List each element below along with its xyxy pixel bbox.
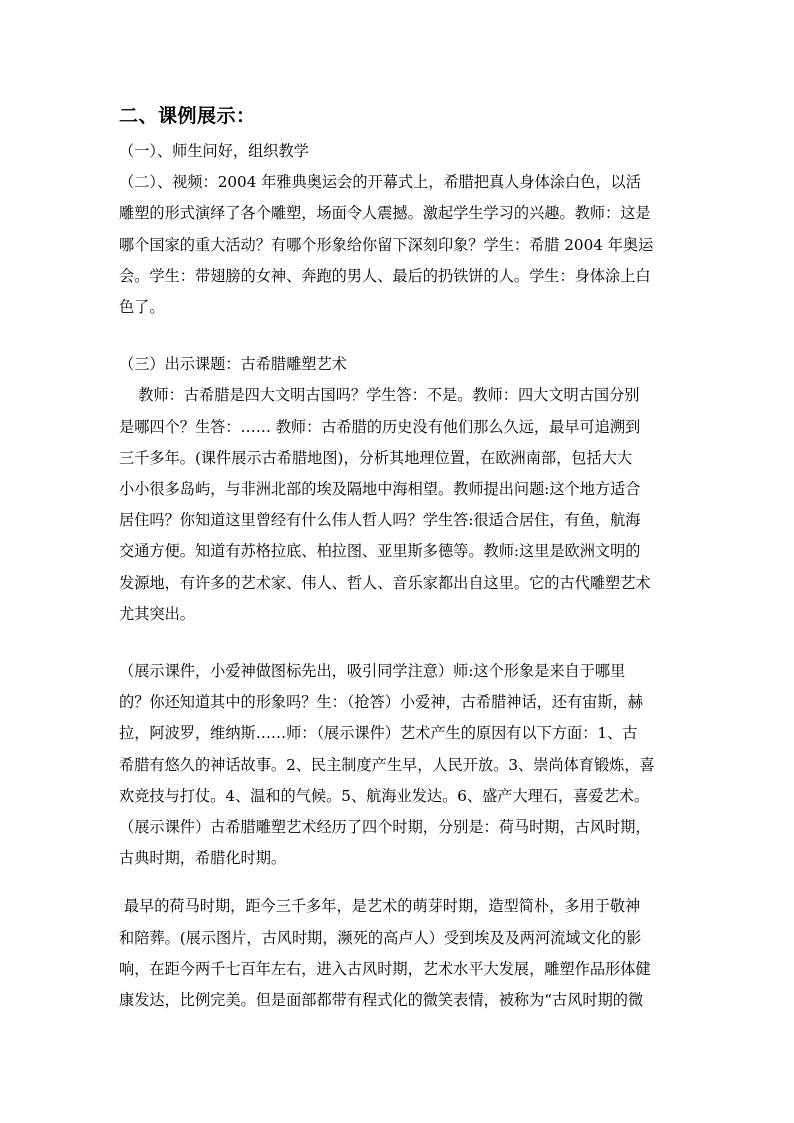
text-line: 居住吗？你知道这里曾经有什么伟人哲人吗？学生答:很适合居住，有鱼，航海 xyxy=(119,511,641,530)
text-line: 会。学生：带翅膀的女神、奔跑的男人、最后的扔铁饼的人。学生：身体涂上白 xyxy=(119,266,651,285)
paragraph-topic xyxy=(119,349,685,380)
paragraph-spacer xyxy=(119,630,685,656)
text-line: （展示课件）古希腊雕塑艺术经历了四个时期，分别是：荷马时期，古风时期， xyxy=(119,818,651,837)
text-line: 的？你还知道其中的形象吗？生：（抢答）小爱神，古希腊神话，还有宙斯，赫 xyxy=(119,693,643,712)
text-line: 是哪四个？生答：…… 教师：古希腊的历史没有他们那么久远，最早可追溯到 xyxy=(119,417,641,436)
text-line: 最早的荷马时期，距今三千多年，是艺术的萌芽时期，造型简朴，多用于敬神 xyxy=(119,897,641,916)
text-line: （三）出示课题：古希腊雕塑艺术 xyxy=(119,355,347,374)
text-line: 三千多年。(课件展示古希腊地图)，分析其地理位置，在欧洲南部，包括大大 xyxy=(119,448,633,467)
text-line: 尤其突出。 xyxy=(119,604,195,623)
text-line: 色了。 xyxy=(119,298,165,317)
paragraph-geography xyxy=(119,380,685,630)
text-line: 小小很多岛屿，与非洲北部的埃及隔地中海相望。教师提出问题:这个地方适合 xyxy=(119,480,641,499)
text-line: 雕塑的形式演绎了各个雕塑，场面令人震撼。激起学生学习的兴趣。教师：这是 xyxy=(119,204,651,223)
paragraph-spacer xyxy=(119,874,685,891)
paragraph-causes xyxy=(119,656,685,874)
paragraph-periods xyxy=(119,891,685,1016)
paragraph-spacer xyxy=(119,323,685,349)
text-line: 交通方便。知道有苏格拉底、柏拉图、亚里斯多德等。教师:这里是欧洲文明的 xyxy=(119,542,641,561)
text-line: 哪个国家的重大活动？有哪个形象给你留下深刻印象？学生：希腊 2004 年奥运 xyxy=(119,235,654,254)
text-line: 欢竞技与打仗。4、温和的气候。5、航海业发达。6、盛产大理石，喜爱艺术。 xyxy=(119,786,650,805)
section-heading: 二、课例展示： xyxy=(119,105,256,127)
text-line: 响，在距今两千七百年左右，进入古风时期，艺术水平大发展，雕塑作品形体健 xyxy=(119,959,651,978)
text-line: 教师：古希腊是四大文明古国吗？学生答：不是。教师：四大文明古国分别 xyxy=(119,386,640,405)
text-line: （二）、视频：2004 年雅典奥运会的开幕式上，希腊把真人身体涂白色，以活 xyxy=(119,173,641,192)
paragraph-video xyxy=(119,167,685,323)
document-body xyxy=(119,96,685,1016)
text-line: 康发达，比例完美。但是面部都带有程式化的微笑表情，被称为“古风时期的微 xyxy=(119,991,644,1010)
text-line: 古典时期，希腊化时期。 xyxy=(119,849,287,868)
text-line: （展示课件，小爱神做图标先出，吸引同学注意）师:这个形象是来自于哪里 xyxy=(119,662,626,681)
text-line: 希腊有悠久的神话故事。2、民主制度产生早，人民开放。3、崇尚体育锻炼，喜 xyxy=(119,755,655,774)
text-line: （一）、师生问好，组织教学 xyxy=(119,142,309,160)
text-line: 和陪葬。(展示图片，古风时期，濒死的高卢人）受到埃及及两河流域文化的影 xyxy=(119,928,642,947)
paragraph-greeting xyxy=(119,136,685,167)
text-line: 发源地，有许多的艺术家、伟人、哲人、音乐家都出自这里。它的古代雕塑艺术 xyxy=(119,573,651,592)
text-line: 拉，阿波罗，维纳斯……师：（展示课件）艺术产生的原因有以下方面：1、古 xyxy=(119,724,638,743)
